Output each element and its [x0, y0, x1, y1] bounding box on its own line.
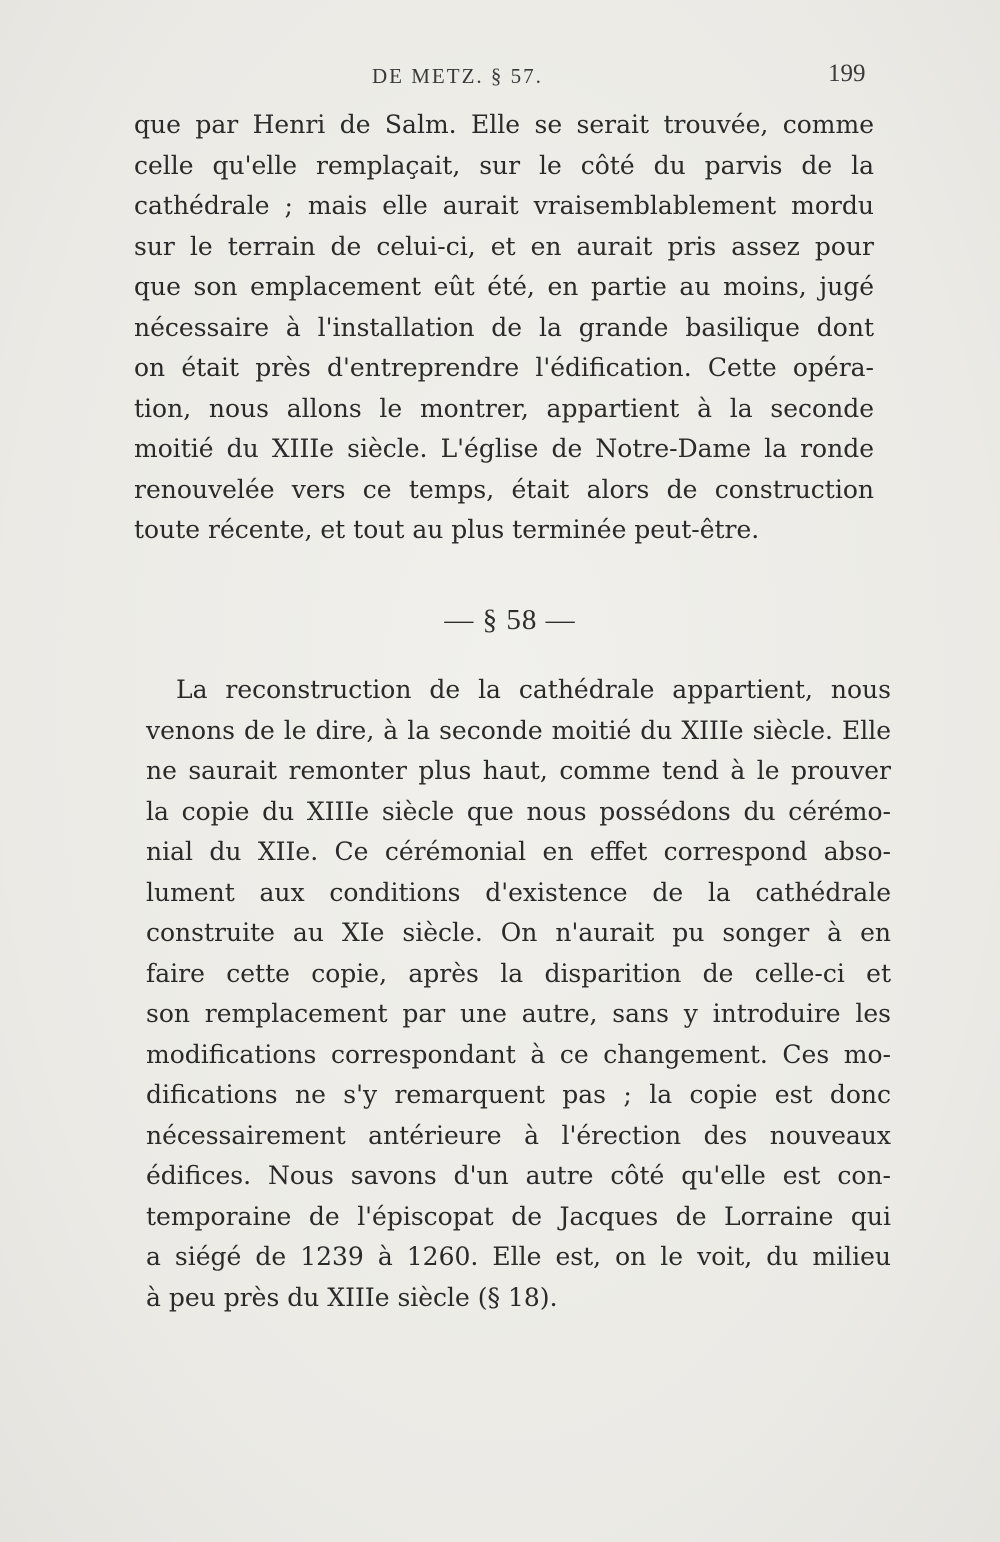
text-line: lument aux conditions d'existence de la cathédrale [146, 877, 891, 907]
text-line: nécessaire à l'installation de la grande basilique dont [134, 312, 874, 342]
text-line: nécessairement antérieure à l'érection des nouveaux [146, 1120, 891, 1150]
text-line: que par Henri de Salm. Elle se serait trouvée, comme [134, 110, 874, 139]
text-line: édifices. Nous savons d'un autre côté qu'elle est con- [146, 1161, 891, 1190]
text-line: la copie du XIIIe siècle que nous possédons du cérémo- [146, 796, 891, 826]
text-line: a siégé de 1239 à 1260. Elle est, on le voit, du milieu [146, 1242, 891, 1271]
text-line: celle qu'elle remplaçait, sur le côté du parvis de la [134, 150, 874, 180]
text-line: nial du XIIe. Ce cérémonial en effet correspond abso- [146, 837, 891, 866]
text-line: ne saurait remonter plus haut, comme tend à le prouver [146, 756, 891, 785]
text-line: que son emplacement eût été, en partie au moins, jugé [134, 272, 874, 301]
paragraph-1 [134, 105, 874, 551]
text-line: sur le terrain de celui-ci, et en aurait pris assez pour [134, 231, 874, 261]
section-heading: — § 58 — [444, 604, 576, 636]
text-line: venons de le dire, à la seconde moitié du XIIIe siècle. Elle [146, 715, 891, 745]
text-line: à peu près du XIIIe siècle (§ 18). [146, 1282, 558, 1312]
page-header [0, 60, 1000, 94]
text-line: difications ne s'y remarquent pas ; la copie est donc [146, 1080, 891, 1109]
page-number: 199 [828, 60, 866, 87]
text-line: toute récente, et tout au plus terminée peut-être. [134, 515, 760, 544]
text-line: son remplacement par une autre, sans y introduire les [146, 999, 891, 1028]
text-line: cathédrale ; mais elle aurait vraisemblablement mordu [134, 191, 874, 220]
text-line: construite au XIe siècle. On n'aurait pu songer à en [146, 918, 891, 947]
text-line: La reconstruction de la cathédrale appartient, nous [176, 675, 891, 704]
text-line: moitié du XIIIe siècle. L'église de Notre-Dame la ronde [134, 434, 874, 463]
paragraph-2 [146, 670, 891, 1318]
text-line: renouvelée vers ce temps, était alors de construction [134, 474, 874, 504]
text-line: temporaine de l'épiscopat de Jacques de Lorraine qui [146, 1201, 891, 1231]
text-line: tion, nous allons le montrer, appartient à la seconde [134, 393, 874, 423]
text-line: faire cette copie, après la disparition de celle-ci et [146, 958, 891, 988]
running-head: DE METZ. § 57. [372, 64, 543, 88]
text-line: modifications correspondant à ce changement. Ces mo- [146, 1039, 891, 1069]
text-line: on était près d'entreprendre l'édification. Cette opéra- [134, 353, 874, 382]
